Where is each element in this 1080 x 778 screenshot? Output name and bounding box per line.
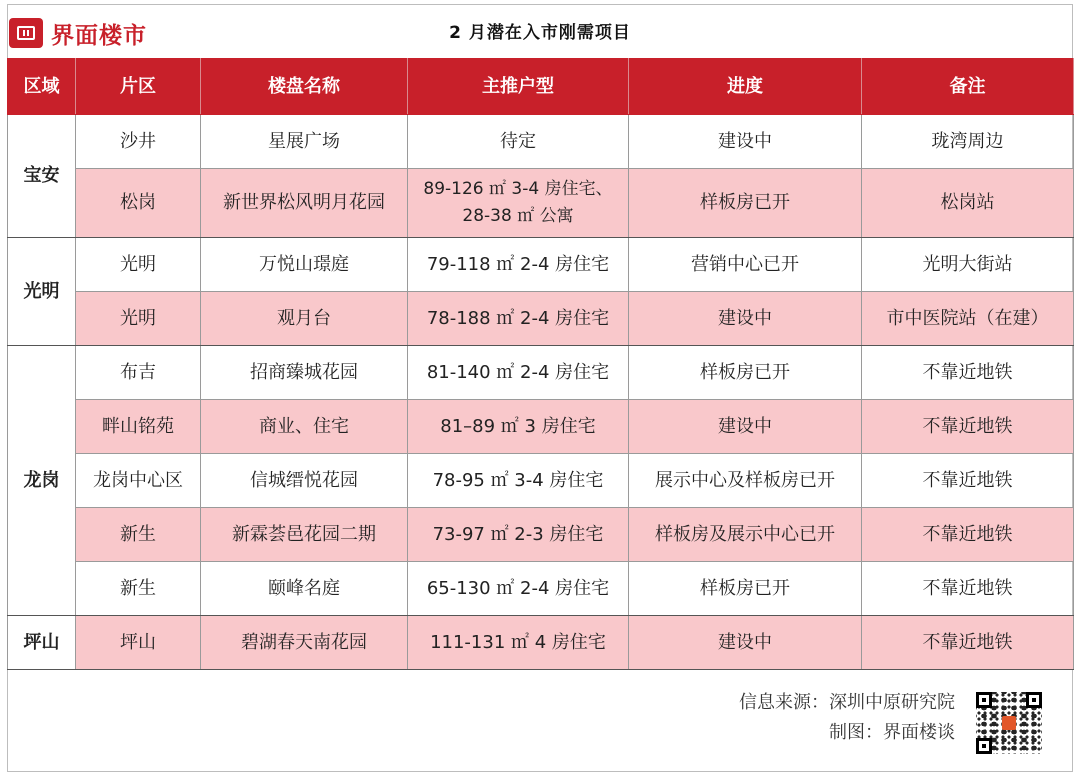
unit-type-cell: 78-95 ㎡ 3-4 房住宅 — [408, 454, 629, 508]
area-cell: 新生 — [76, 508, 201, 562]
unit-type-cell: 73-97 ㎡ 2-3 房住宅 — [408, 508, 629, 562]
source-text: 信息来源：深圳中原研究院 — [739, 692, 955, 713]
note-cell: 不靠近地铁 — [862, 346, 1074, 400]
header-note: 备注 — [862, 59, 1074, 115]
project-name-cell: 星展广场 — [201, 115, 408, 169]
note-cell: 珑湾周边 — [862, 115, 1074, 169]
progress-cell: 营销中心已开 — [629, 238, 862, 292]
unit-type-cell: 111-131 ㎡ 4 房住宅 — [408, 616, 629, 670]
header-progress: 进度 — [629, 59, 862, 115]
note-cell: 不靠近地铁 — [862, 562, 1074, 616]
project-name-cell: 万悦山璟庭 — [201, 238, 408, 292]
region-cell: 光明 — [8, 238, 76, 346]
progress-cell: 样板房已开 — [629, 562, 862, 616]
area-cell: 畔山铭苑 — [76, 400, 201, 454]
qr-code-icon — [976, 692, 1042, 754]
project-name-cell: 信城缙悦花园 — [201, 454, 408, 508]
table-row — [8, 616, 1074, 670]
progress-cell: 建设中 — [629, 400, 862, 454]
project-name-cell: 颐峰名庭 — [201, 562, 408, 616]
region-cell: 宝安 — [8, 115, 76, 238]
unit-type-cell: 81–89 ㎡ 3 房住宅 — [408, 400, 629, 454]
unit-type-cell: 65-130 ㎡ 2-4 房住宅 — [408, 562, 629, 616]
unit-type-cell: 79-118 ㎡ 2-4 房住宅 — [408, 238, 629, 292]
header-project-name: 楼盘名称 — [201, 59, 408, 115]
note-cell: 不靠近地铁 — [862, 616, 1074, 670]
progress-cell: 样板房已开 — [629, 169, 862, 238]
unit-type-cell: 89-126 ㎡ 3-4 房住宅、28-38 ㎡ 公寓 — [408, 169, 629, 238]
area-cell: 新生 — [76, 562, 201, 616]
table-row — [8, 454, 1074, 508]
table-header-row — [8, 59, 1074, 115]
note-cell: 光明大街站 — [862, 238, 1074, 292]
project-name-cell: 观月台 — [201, 292, 408, 346]
chart-maker-text: 制图：界面楼谈 — [829, 722, 955, 743]
note-cell: 松岗站 — [862, 169, 1074, 238]
page-title: 2 月潜在入市刚需项目 — [449, 23, 631, 43]
region-cell: 龙岗 — [8, 346, 76, 616]
header-unit-type: 主推户型 — [408, 59, 629, 115]
note-cell: 不靠近地铁 — [862, 508, 1074, 562]
note-cell: 不靠近地铁 — [862, 400, 1074, 454]
progress-cell: 建设中 — [629, 292, 862, 346]
progress-cell: 建设中 — [629, 616, 862, 670]
project-name-cell: 新霖荟邑花园二期 — [201, 508, 408, 562]
progress-cell: 展示中心及样板房已开 — [629, 454, 862, 508]
progress-cell: 建设中 — [629, 115, 862, 169]
area-cell: 沙井 — [76, 115, 201, 169]
header-area: 片区 — [76, 59, 201, 115]
project-name-cell: 招商臻城花园 — [201, 346, 408, 400]
area-cell: 光明 — [76, 238, 201, 292]
project-name-cell: 碧湖春天南花园 — [201, 616, 408, 670]
project-name-cell: 新世界松风明月花园 — [201, 169, 408, 238]
region-cell: 坪山 — [8, 616, 76, 670]
area-cell: 坪山 — [76, 616, 201, 670]
note-cell: 市中医院站（在建） — [862, 292, 1074, 346]
table-row — [8, 346, 1074, 400]
table-row — [8, 292, 1074, 346]
area-cell: 松岗 — [76, 169, 201, 238]
unit-type-cell: 81-140 ㎡ 2-4 房住宅 — [408, 346, 629, 400]
table-row — [8, 115, 1074, 169]
table-row — [8, 238, 1074, 292]
unit-type-cell: 待定 — [408, 115, 629, 169]
project-table — [7, 58, 1074, 670]
unit-type-cell: 78-188 ㎡ 2-4 房住宅 — [408, 292, 629, 346]
footer-credits — [739, 688, 955, 748]
project-name-cell: 商业、住宅 — [201, 400, 408, 454]
area-cell: 布吉 — [76, 346, 201, 400]
progress-cell: 样板房已开 — [629, 346, 862, 400]
table-row — [8, 169, 1074, 238]
table-row — [8, 562, 1074, 616]
table-row — [8, 508, 1074, 562]
progress-cell: 样板房及展示中心已开 — [629, 508, 862, 562]
area-cell: 光明 — [76, 292, 201, 346]
brand-name: 界面楼市 — [51, 22, 147, 49]
note-cell: 不靠近地铁 — [862, 454, 1074, 508]
area-cell: 龙岗中心区 — [76, 454, 201, 508]
header-region: 区域 — [8, 59, 76, 115]
table-row — [8, 400, 1074, 454]
